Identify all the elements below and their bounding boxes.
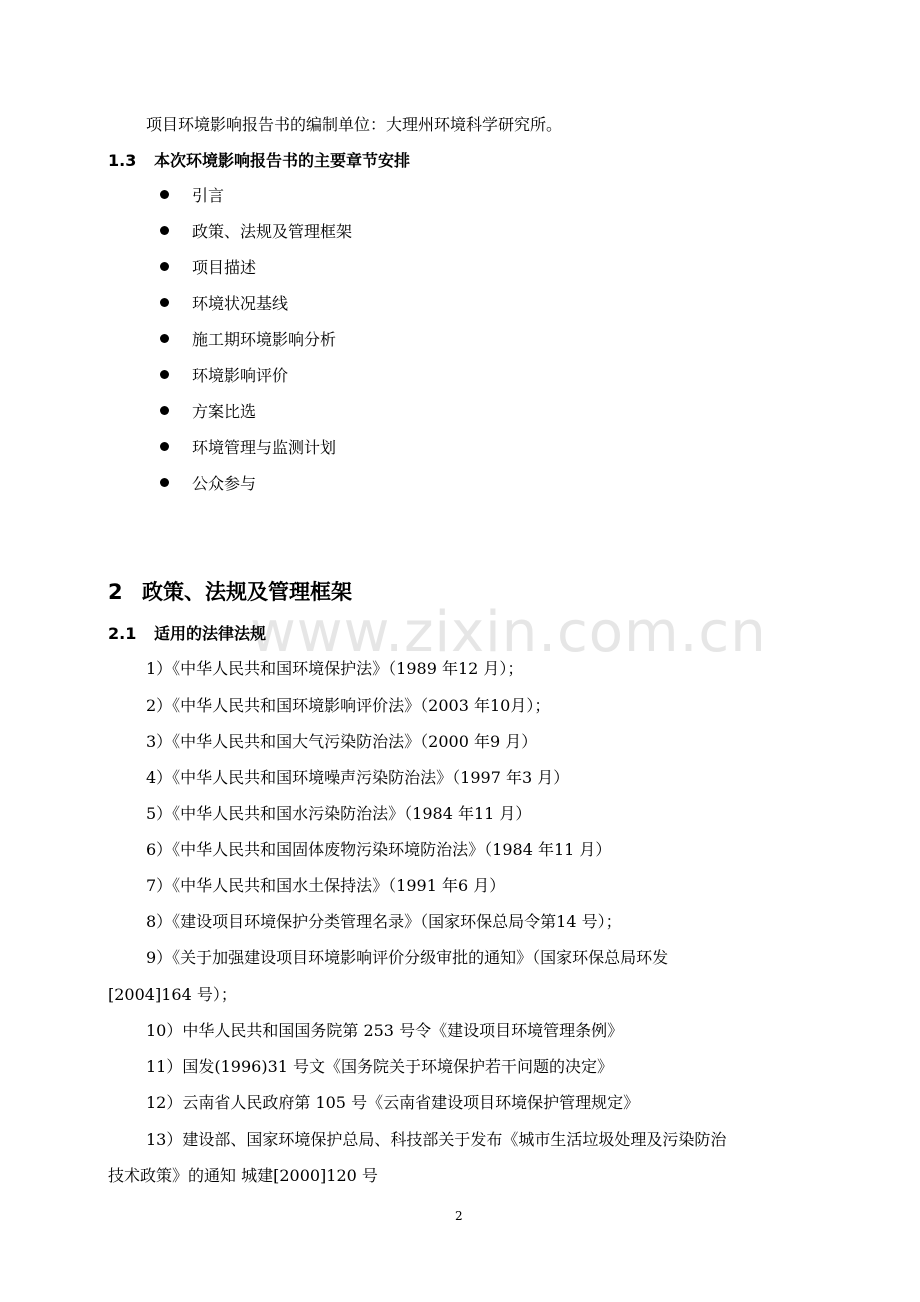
law-item: 12）云南省人民政府第 105 号《云南省建设项目环境保护管理规定》 [146,1093,640,1112]
chapter-label: 方案比选 [192,402,257,421]
chapter-label: 公众参与 [192,474,257,493]
law-item: 4）《中华人民共和国环境噪声污染防治法》（1997 年3 月） [146,768,570,787]
chapter-list-item [160,258,256,278]
bullet-icon [160,442,169,451]
section-title: 本次环境影响报告书的主要章节安排 [154,151,411,170]
page-number: 2 [455,1209,463,1223]
chapter-label: 引言 [192,186,225,205]
chapter-heading-2 [108,579,352,605]
law-item: 2）《中华人民共和国环境影响评价法》（2003 年10月）； [146,696,551,715]
law-item: 10）中华人民共和国国务院第 253 号令《建设项目环境管理条例》 [146,1021,624,1040]
law-item: 1）《中华人民共和国环境保护法》（1989 年12 月）； [146,659,524,678]
chapter-list-item [160,222,352,242]
chapter-list-item [160,474,256,494]
chapter-label: 环境管理与监测计划 [192,438,337,457]
section-number: 2.1 [108,624,137,643]
law-item-continuation: 技术政策》的通知 城建[2000]120 号 [108,1166,378,1185]
section-heading-2-1 [108,624,266,644]
chapter-title: 政策、法规及管理框架 [142,580,352,604]
law-item: 11）国发(1996)31 号文《国务院关于环境保护若干问题的决定》 [146,1057,614,1076]
chapter-label: 政策、法规及管理框架 [192,222,353,241]
chapter-list-item [160,438,336,458]
bullet-icon [160,190,169,199]
bullet-icon [160,226,169,235]
section-title: 适用的法律法规 [154,624,267,643]
intro-paragraph: 项目环境影响报告书的编制单位：大理州环境科学研究所。 [146,115,563,134]
law-item: 5）《中华人民共和国水污染防治法》（1984 年11 月） [146,804,532,823]
chapter-list-item [160,330,336,350]
law-item-continuation: [2004]164 号）； [108,985,237,1004]
chapter-label: 施工期环境影响分析 [192,330,337,349]
law-item: 8）《建设项目环境保护分类管理名录》（国家环保总局令第14 号）； [146,912,622,931]
chapter-list-item [160,366,288,386]
bullet-icon [160,334,169,343]
chapter-label: 环境影响评价 [192,366,289,385]
bullet-icon [160,262,169,271]
chapter-label: 环境状况基线 [192,294,289,313]
chapter-label: 项目描述 [192,258,257,277]
bullet-icon [160,406,169,415]
law-item: 6）《中华人民共和国固体废物污染环境防治法》（1984 年11 月） [146,840,612,859]
law-item: 7）《中华人民共和国水土保持法》（1991 年6 月） [146,876,506,895]
chapter-list-item [160,402,256,422]
watermark: www.zixin.com.cn [250,600,767,665]
bullet-icon [160,478,169,487]
section-number: 1.3 [108,151,137,170]
section-heading-1-3 [108,151,410,171]
chapter-number: 2 [108,580,123,604]
bullet-icon [160,298,169,307]
law-item: 13）建设部、国家环境保护总局、科技部关于发布《城市生活垃圾处理及污染防治 [146,1130,727,1149]
chapter-list-item [160,186,224,206]
bullet-icon [160,370,169,379]
law-item: 9）《关于加强建设项目环境影响评价分级审批的通知》（国家环保总局环发 [146,948,669,967]
law-item: 3）《中华人民共和国大气污染防治法》（2000 年9 月） [146,732,538,751]
chapter-list-item [160,294,288,314]
